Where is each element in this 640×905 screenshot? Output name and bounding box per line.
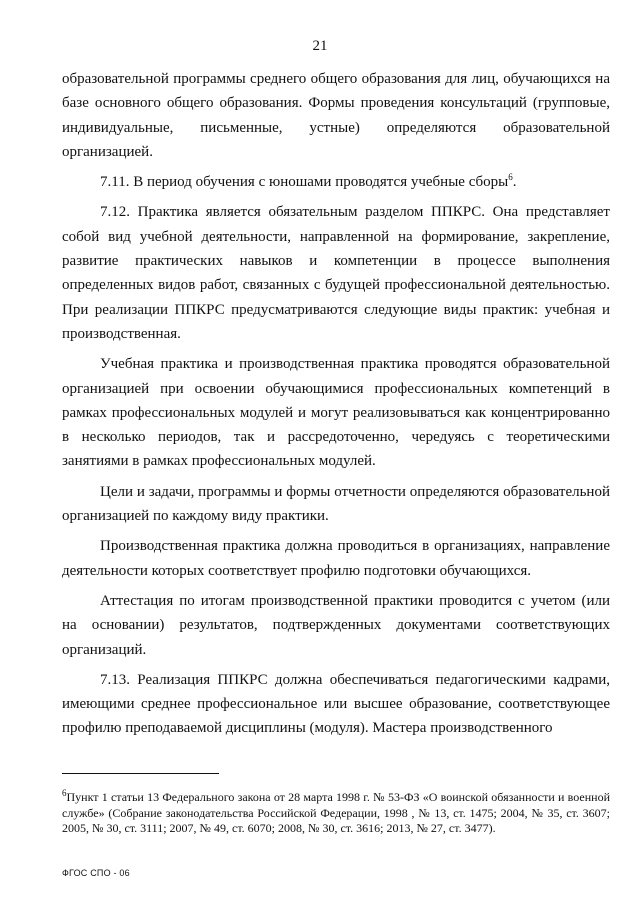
paragraph-consultations: образовательной программы среднего общего образования для лиц, обучающихся на базе основного общего образования. Формы проведения консультаций (групповые, индивидуальные, письменные, устные) определяются образовательной организацией. [62, 71, 610, 160]
footnote-marker: 6 [508, 172, 513, 183]
body-text [62, 67, 610, 747]
footnote-text: Пункт 1 статьи 13 Федерального закона от 28 марта 1998 г. № 53-ФЗ «О воинской обязанности и военной службе» (Собрание законодательства Российской Федерации, 1998 , № 13, ст. 1475; 2004, № 35, ст. 3607; 2005, № 30, ст. 3111; 2007, № 49, ст. 6070; 2008, № 30, ст. 3616; 2013, № 27, ст. 3477). [62, 790, 610, 835]
footnote-divider [62, 773, 219, 774]
document-code: ФГОС СПО - 06 [62, 868, 130, 878]
paragraph-7-11 [62, 170, 610, 194]
footnote [62, 790, 610, 837]
paragraph-practice-goals: Цели и задачи, программы и формы отчетности определяются образовательной организацией по каждому виду практики. [62, 483, 610, 525]
paragraph-7-12: 7.12. Практика является обязательным разделом ППКРС. Она представляет собой вид учебной деятельности, направленной на формирование, закрепление, развитие практических навыков и компетенции в процессе выполнения определенных видов работ, связанных с будущей профессиональной деятельностью. При реализации ППКРС предусматриваются следующие виды практик: учебная и производственная. [62, 204, 610, 342]
paragraph-training-practice: Учебная практика и производственная практика проводятся образовательной организацией при освоении обучающимися профессиональных компетенций в рамках профессиональных модулей и могут реализовываться как концентрированно в несколько периодов, так и рассредоточенно, чередуясь с теоретическими занятиями в рамках профессиональных модулей. [62, 356, 610, 470]
paragraph-7-13: 7.13. Реализация ППКРС должна обеспечиваться педагогическими кадрами, имеющими среднее профессиональное или высшее образование, соответствующее профилю преподаваемой дисциплины (модуля). Мастера производственного [62, 671, 610, 737]
paragraph-production-practice: Производственная практика должна проводиться в организациях, направление деятельности которых соответствует профилю подготовки обучающихся. [62, 538, 610, 579]
page-number: 21 [312, 38, 328, 54]
paragraph-attestation: Аттестация по итогам производственной практики проводится с учетом (или на основании) результатов, подтвержденных документами соответствующих организаций. [62, 592, 610, 658]
footnote-number: 6 [62, 788, 67, 798]
paragraph-7-11-period: . [512, 174, 517, 191]
paragraph-7-11-text: 7.11. В период обучения с юношами проводятся учебные сборы [100, 174, 509, 191]
